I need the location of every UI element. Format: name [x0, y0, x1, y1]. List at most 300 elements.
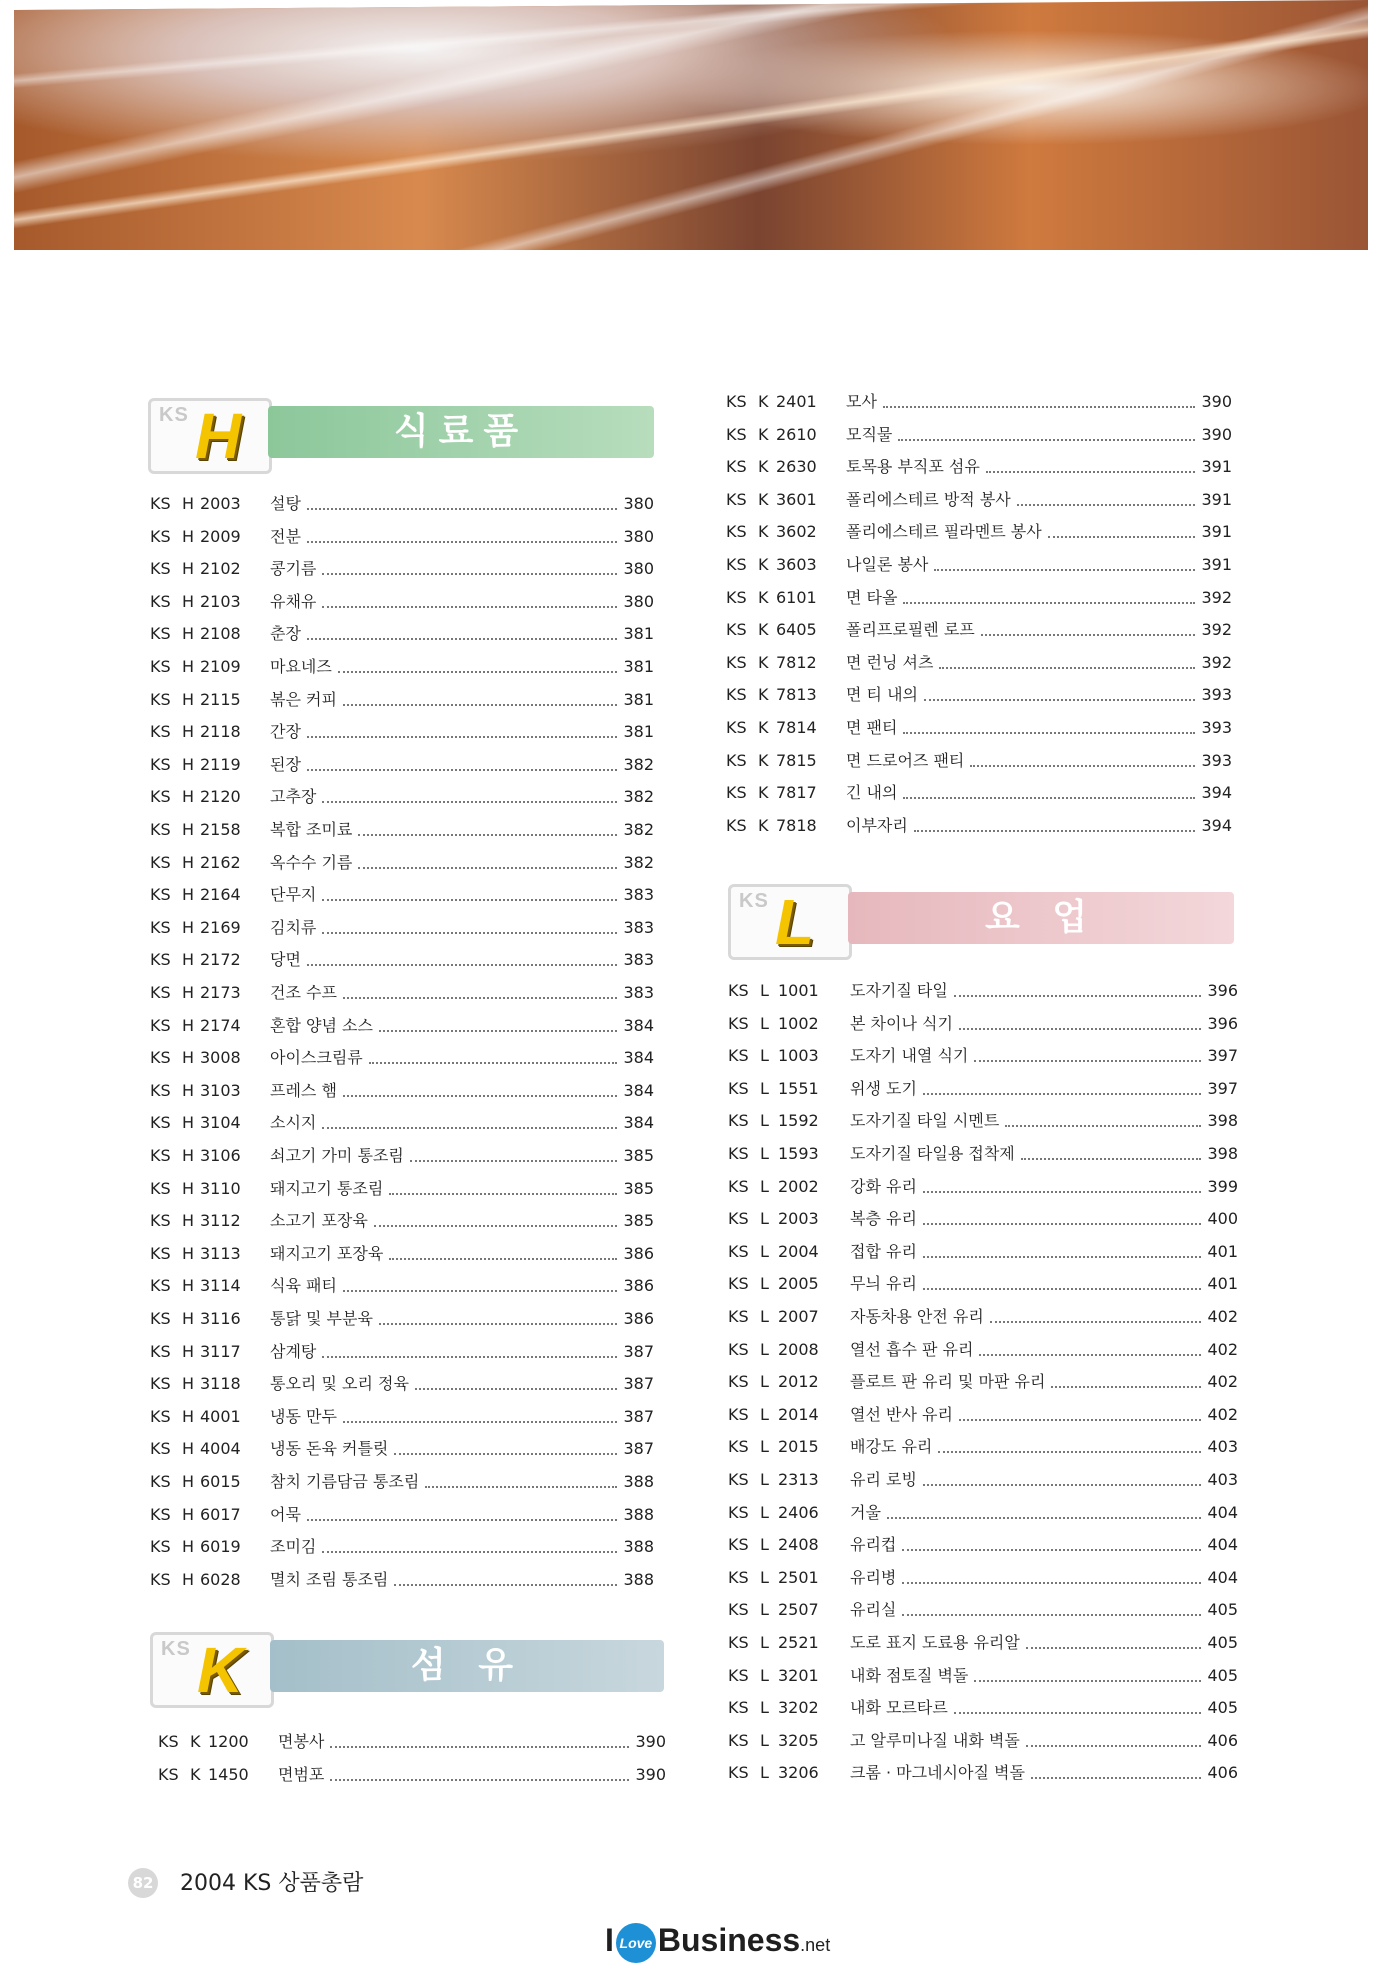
- standard-number: 2158: [200, 820, 241, 839]
- standard-prefix: KS: [726, 587, 747, 607]
- standard-prefix: KS: [150, 624, 171, 644]
- standard-prefix: KS: [728, 1763, 749, 1783]
- dot-leader: [939, 667, 1195, 669]
- product-title: 유채유: [270, 591, 317, 611]
- list-item: [728, 1630, 1238, 1656]
- product-title: 돼지고기 포장육: [270, 1243, 384, 1263]
- standard-prefix: KS: [150, 526, 171, 546]
- publication-title: 2004 KS 상품총람: [180, 1871, 364, 1896]
- standard-prefix: KS: [150, 591, 171, 611]
- product-title: 전분: [270, 526, 301, 546]
- list-item: [150, 752, 654, 778]
- page-ref: 406: [1207, 1763, 1238, 1783]
- list-item: [150, 1176, 654, 1202]
- product-title: 내화 모르타르: [850, 1698, 948, 1718]
- standard-prefix: KS: [150, 754, 171, 774]
- dot-leader: [954, 1712, 1201, 1714]
- product-title: 면 런닝 셔츠: [846, 652, 934, 672]
- product-title: 무늬 유리: [850, 1274, 917, 1294]
- standard-number: 3104: [200, 1113, 241, 1133]
- page-ref: 396: [1207, 1013, 1238, 1033]
- list-item: [728, 978, 1238, 1004]
- list-item: [728, 1434, 1238, 1460]
- section-header-h: [148, 398, 654, 472]
- standard-class: H: [182, 624, 195, 644]
- dot-leader: [322, 932, 617, 934]
- list-item: [726, 585, 1232, 611]
- product-title: 멸치 조림 통조림: [270, 1569, 389, 1589]
- standard-prefix: KS: [728, 1567, 749, 1587]
- standard-number: 6028: [200, 1569, 241, 1589]
- page-ref: 387: [623, 1406, 654, 1426]
- standard-number: 2108: [200, 624, 241, 644]
- list-item: [728, 1239, 1238, 1265]
- standard-number: 7812: [776, 652, 817, 672]
- dot-leader: [938, 1451, 1201, 1453]
- ks-l-logo: [728, 884, 852, 960]
- ks-k-logo: [150, 1632, 274, 1708]
- standard-class: H: [182, 787, 195, 807]
- standard-prefix: KS: [150, 1178, 171, 1198]
- product-title: 통닭 및 부분육: [270, 1309, 373, 1328]
- product-title: 모직물: [846, 424, 893, 444]
- product-title: 당면: [270, 950, 301, 970]
- product-title: 면봉사: [278, 1732, 325, 1751]
- product-title: 폴리에스테르 방적 봉사: [846, 489, 1011, 509]
- page-ref: 380: [623, 526, 654, 546]
- standard-number: 3206: [778, 1763, 819, 1783]
- standard-prefix: KS: [150, 787, 171, 807]
- page-ref: 384: [623, 1113, 654, 1133]
- list-item: [728, 1174, 1238, 1200]
- standard-prefix: KS: [150, 885, 171, 905]
- standard-class: L: [760, 1111, 769, 1131]
- standard-prefix: KS: [150, 852, 171, 872]
- dot-leader: [1026, 1745, 1201, 1747]
- list-item: [150, 556, 654, 582]
- standard-number: 3205: [778, 1730, 819, 1750]
- section-title: 요 업: [848, 892, 1234, 944]
- standard-number: 2005: [778, 1274, 819, 1294]
- standard-class: L: [760, 1372, 769, 1392]
- product-title: 이부자리: [846, 815, 908, 835]
- standard-class: H: [182, 1439, 195, 1459]
- page-ref: 382: [623, 852, 654, 872]
- list-item: [158, 1762, 666, 1788]
- list-item: [150, 980, 654, 1006]
- list-item: [726, 617, 1232, 643]
- standard-class: L: [760, 1633, 769, 1652]
- dot-leader: [394, 1453, 617, 1455]
- list-item: [150, 1143, 654, 1169]
- list-item: [726, 454, 1232, 480]
- product-title: 폴리에스테르 필라멘트 봉사: [846, 522, 1042, 542]
- standard-number: 7815: [776, 750, 817, 770]
- dot-leader: [343, 1290, 617, 1292]
- standard-prefix: KS: [150, 494, 171, 513]
- page-ref: 388: [623, 1569, 654, 1589]
- page-ref: 384: [623, 1015, 654, 1035]
- standard-prefix: KS: [726, 750, 747, 770]
- dot-leader: [923, 1288, 1201, 1290]
- standard-number: 2003: [778, 1209, 819, 1229]
- page-ref: 397: [1207, 1078, 1238, 1098]
- standard-class: H: [182, 1276, 195, 1296]
- page-ref: 384: [623, 1080, 654, 1100]
- dot-leader: [990, 1321, 1201, 1323]
- list-item: [728, 1565, 1238, 1591]
- page-ref: 398: [1207, 1111, 1238, 1131]
- product-title: 긴 내의: [846, 783, 898, 803]
- standard-class: K: [758, 555, 769, 574]
- page-ref: 402: [1207, 1372, 1238, 1392]
- product-title: 거울: [850, 1502, 881, 1522]
- page-ref: 392: [1201, 587, 1232, 607]
- standard-prefix: KS: [150, 1309, 171, 1328]
- standard-class: K: [758, 750, 769, 770]
- dot-leader: [903, 797, 1195, 799]
- dot-leader: [322, 1551, 617, 1553]
- standard-class: K: [190, 1764, 201, 1784]
- page-ref: 392: [1201, 620, 1232, 640]
- list-item: [728, 1369, 1238, 1395]
- page-ref: 386: [623, 1276, 654, 1296]
- standard-class: L: [760, 1665, 769, 1685]
- dot-leader: [924, 699, 1195, 701]
- list-item: [728, 1728, 1238, 1754]
- product-title: 냉동 만두: [270, 1406, 337, 1426]
- standard-number: 2009: [200, 526, 241, 546]
- dot-leader: [389, 1193, 617, 1195]
- dot-leader: [307, 638, 617, 640]
- standard-class: L: [760, 1535, 769, 1555]
- standard-prefix: KS: [150, 983, 171, 1002]
- page-ref: 405: [1207, 1698, 1238, 1718]
- page-ref: 383: [623, 917, 654, 937]
- standard-prefix: KS: [728, 1013, 749, 1033]
- standard-class: L: [760, 1046, 769, 1066]
- page-ref: 406: [1207, 1730, 1238, 1750]
- dot-leader: [343, 1095, 617, 1097]
- standard-number: 2015: [778, 1437, 819, 1457]
- list-item: [728, 1011, 1238, 1037]
- standard-class: K: [758, 620, 769, 640]
- product-title: 어묵: [270, 1504, 301, 1524]
- dot-leader: [934, 569, 1195, 571]
- standard-class: L: [760, 981, 769, 1000]
- standard-class: L: [760, 1013, 769, 1033]
- list-item: [150, 1273, 654, 1299]
- standard-number: 1450: [208, 1764, 249, 1784]
- dot-leader: [338, 671, 617, 673]
- dot-leader: [1031, 1777, 1201, 1779]
- standard-number: 2120: [200, 787, 241, 807]
- standard-number: 2115: [200, 689, 241, 709]
- standard-prefix: KS: [150, 657, 171, 676]
- page-ref: 383: [623, 950, 654, 970]
- standard-number: 3112: [200, 1211, 241, 1231]
- dot-leader: [1051, 1386, 1201, 1388]
- standard-prefix: KS: [728, 1730, 749, 1750]
- standard-prefix: KS: [150, 1439, 171, 1459]
- standard-number: 2521: [778, 1633, 819, 1652]
- standard-prefix: KS: [728, 1535, 749, 1555]
- standard-number: 7817: [776, 783, 817, 803]
- product-title: 내화 점토질 벽돌: [850, 1665, 969, 1685]
- standard-prefix: KS: [150, 1048, 171, 1068]
- page-ref: 393: [1201, 685, 1232, 705]
- standard-prefix: KS: [158, 1764, 179, 1784]
- standard-class: H: [182, 657, 195, 676]
- list-item: [728, 1695, 1238, 1721]
- standard-class: K: [758, 457, 769, 477]
- standard-number: 2004: [778, 1241, 819, 1261]
- list-item: [728, 1076, 1238, 1102]
- standard-class: H: [182, 1146, 195, 1165]
- standard-number: 3201: [778, 1665, 819, 1685]
- list-item: [150, 654, 654, 680]
- product-title: 설탕: [270, 494, 301, 513]
- standard-class: L: [760, 1470, 769, 1489]
- page-ref: 385: [623, 1211, 654, 1231]
- product-title: 참치 기름담금 통조림: [270, 1472, 420, 1491]
- standard-class: L: [760, 1339, 769, 1359]
- standard-prefix: KS: [150, 689, 171, 709]
- list-item: [150, 915, 654, 941]
- dot-leader: [979, 1354, 1201, 1356]
- section-title: 섬 유: [270, 1640, 664, 1692]
- dot-leader: [394, 1584, 617, 1586]
- list-item: [726, 682, 1232, 708]
- dot-leader: [902, 1549, 1201, 1551]
- standard-class: H: [182, 1341, 195, 1361]
- list-item: [728, 1467, 1238, 1493]
- ks-logo-text: KS: [161, 1638, 191, 1660]
- product-title: 폴리프로필렌 로프: [846, 620, 975, 640]
- product-title: 혼합 양념 소스: [270, 1015, 373, 1035]
- list-item: [728, 1043, 1238, 1069]
- page-ref: 404: [1207, 1567, 1238, 1587]
- standard-number: 6015: [200, 1472, 241, 1491]
- page-ref: 391: [1201, 489, 1232, 509]
- standard-number: 6405: [776, 620, 817, 640]
- dot-leader: [1005, 1125, 1201, 1127]
- product-title: 냉동 돈육 커틀릿: [270, 1439, 389, 1459]
- standard-class: H: [182, 820, 195, 839]
- standard-class: K: [758, 718, 769, 737]
- standard-class: L: [760, 1600, 769, 1620]
- page-ref: 383: [623, 885, 654, 905]
- standard-class: L: [760, 1176, 769, 1196]
- product-title: 유리컵: [850, 1535, 897, 1555]
- standard-prefix: KS: [728, 1698, 749, 1718]
- product-title: 건조 수프: [270, 983, 337, 1002]
- product-title: 도자기질 타일 시멘트: [850, 1111, 1000, 1131]
- standard-prefix: KS: [728, 1078, 749, 1098]
- dot-leader: [974, 1060, 1201, 1062]
- list-item: [150, 1534, 654, 1560]
- standard-prefix: KS: [728, 1437, 749, 1457]
- product-title: 도자기 내열 식기: [850, 1046, 969, 1066]
- standard-prefix: KS: [150, 1537, 171, 1557]
- standard-number: 2162: [200, 852, 241, 872]
- page-ref: 404: [1207, 1535, 1238, 1555]
- standard-prefix: KS: [726, 718, 747, 737]
- list-item: [728, 1402, 1238, 1428]
- product-title: 열선 흡수 판 유리: [850, 1339, 974, 1359]
- standard-prefix: KS: [150, 950, 171, 970]
- dot-leader: [1048, 536, 1195, 538]
- product-title: 플로트 판 유리 및 마판 유리: [850, 1372, 1046, 1392]
- standard-class: L: [760, 1307, 769, 1326]
- standard-prefix: KS: [150, 1243, 171, 1263]
- standard-prefix: KS: [728, 1241, 749, 1261]
- product-title: 볶은 커피: [270, 689, 337, 709]
- standard-number: 2169: [200, 917, 241, 937]
- list-item: [726, 650, 1232, 676]
- product-title: 복층 유리: [850, 1209, 917, 1229]
- standard-number: 4001: [200, 1406, 241, 1426]
- page-ref: 387: [623, 1341, 654, 1361]
- list-item: [150, 1502, 654, 1528]
- product-title: 고 알루미나질 내화 벽돌: [850, 1730, 1020, 1750]
- standard-number: 3110: [200, 1178, 241, 1198]
- page-ref: 381: [623, 657, 654, 676]
- page-ref: 397: [1207, 1046, 1238, 1066]
- standard-class: H: [182, 689, 195, 709]
- page-ref: 402: [1207, 1307, 1238, 1326]
- dot-leader: [981, 634, 1195, 636]
- standard-number: 4004: [200, 1439, 241, 1459]
- list-item: [726, 780, 1232, 806]
- standard-number: 2313: [778, 1470, 819, 1489]
- list-item: [726, 389, 1232, 415]
- dot-leader: [307, 508, 617, 510]
- product-title: 면 팬티: [846, 718, 898, 737]
- standard-class: H: [182, 722, 195, 742]
- product-title: 토목용 부직포 섬유: [846, 457, 980, 477]
- product-title: 식육 패티: [270, 1276, 337, 1296]
- list-item: [728, 1141, 1238, 1167]
- standard-number: 3602: [776, 522, 817, 542]
- page-number-badge: 82: [128, 1868, 158, 1898]
- dot-leader: [322, 573, 617, 575]
- list-item: [150, 1567, 654, 1593]
- list-item: [728, 1271, 1238, 1297]
- page-ref: 390: [635, 1764, 666, 1784]
- list-item: [728, 1663, 1238, 1689]
- standard-prefix: KS: [726, 555, 747, 574]
- list-item: [728, 1337, 1238, 1363]
- dot-leader: [1017, 504, 1195, 506]
- standard-number: 1592: [778, 1111, 819, 1131]
- section-header-k: [150, 1632, 664, 1706]
- standard-number: 2007: [778, 1307, 819, 1326]
- brand-logo: [605, 1922, 830, 1963]
- standard-number: 2002: [778, 1176, 819, 1196]
- standard-class: H: [182, 1406, 195, 1426]
- standard-class: H: [182, 1504, 195, 1524]
- section-title: 식료품: [268, 406, 654, 458]
- standard-class: L: [760, 1274, 769, 1294]
- dot-leader: [923, 1256, 1201, 1258]
- product-title: 마요네즈: [270, 657, 332, 676]
- product-title: 복합 조미료: [270, 820, 353, 839]
- list-item: [150, 1078, 654, 1104]
- standard-class: H: [182, 1569, 195, 1589]
- standard-number: 3008: [200, 1048, 241, 1068]
- standard-class: K: [758, 815, 769, 835]
- standard-prefix: KS: [150, 1472, 171, 1491]
- dot-leader: [374, 1225, 617, 1227]
- standard-class: H: [182, 1374, 195, 1394]
- list-item: [726, 487, 1232, 513]
- dot-leader: [358, 834, 617, 836]
- standard-prefix: KS: [726, 620, 747, 640]
- standard-class: H: [182, 494, 195, 513]
- dot-leader: [903, 602, 1195, 604]
- product-title: 모사: [846, 392, 877, 411]
- list-item: [728, 1108, 1238, 1134]
- page-ref: 385: [623, 1146, 654, 1165]
- standard-number: 3117: [200, 1341, 241, 1361]
- standard-number: 7813: [776, 685, 817, 705]
- standard-number: 1002: [778, 1013, 819, 1033]
- list-item: [150, 1404, 654, 1430]
- standard-prefix: KS: [150, 1113, 171, 1133]
- standard-class: H: [182, 591, 195, 611]
- standard-number: 1551: [778, 1078, 819, 1098]
- product-title: 콩기름: [270, 559, 317, 579]
- list-item: [728, 1760, 1238, 1786]
- standard-class: H: [182, 1243, 195, 1263]
- page-ref: 399: [1207, 1176, 1238, 1196]
- standard-prefix: KS: [150, 917, 171, 937]
- standard-prefix: KS: [726, 522, 747, 542]
- product-title: 위생 도기: [850, 1078, 917, 1098]
- page-ref: 405: [1207, 1665, 1238, 1685]
- dot-leader: [343, 997, 617, 999]
- product-title: 김치류: [270, 917, 317, 937]
- standard-prefix: KS: [728, 1470, 749, 1489]
- page-ref: 388: [623, 1504, 654, 1524]
- dot-leader: [307, 736, 617, 738]
- dot-leader: [330, 1746, 629, 1748]
- standard-class: K: [758, 783, 769, 803]
- page-ref: 388: [623, 1537, 654, 1557]
- standard-number: 2401: [776, 392, 817, 411]
- product-title: 된장: [270, 754, 301, 774]
- standard-class: H: [182, 983, 195, 1002]
- page-ref: 390: [635, 1732, 666, 1751]
- standard-prefix: KS: [158, 1732, 179, 1751]
- standard-class: K: [758, 392, 769, 411]
- page-ref: 401: [1207, 1241, 1238, 1261]
- standard-class: L: [760, 1404, 769, 1424]
- standard-number: 2406: [778, 1502, 819, 1522]
- standard-number: 6019: [200, 1537, 241, 1557]
- list-item: [150, 491, 654, 517]
- page-ref: 391: [1201, 522, 1232, 542]
- standard-number: 2174: [200, 1015, 241, 1035]
- dot-leader: [410, 1160, 617, 1162]
- list-item: [726, 715, 1232, 741]
- standard-prefix: KS: [150, 722, 171, 742]
- standard-number: 2501: [778, 1567, 819, 1587]
- page-ref: 381: [623, 624, 654, 644]
- standard-prefix: KS: [726, 457, 747, 477]
- ks-logo-text: KS: [739, 890, 769, 912]
